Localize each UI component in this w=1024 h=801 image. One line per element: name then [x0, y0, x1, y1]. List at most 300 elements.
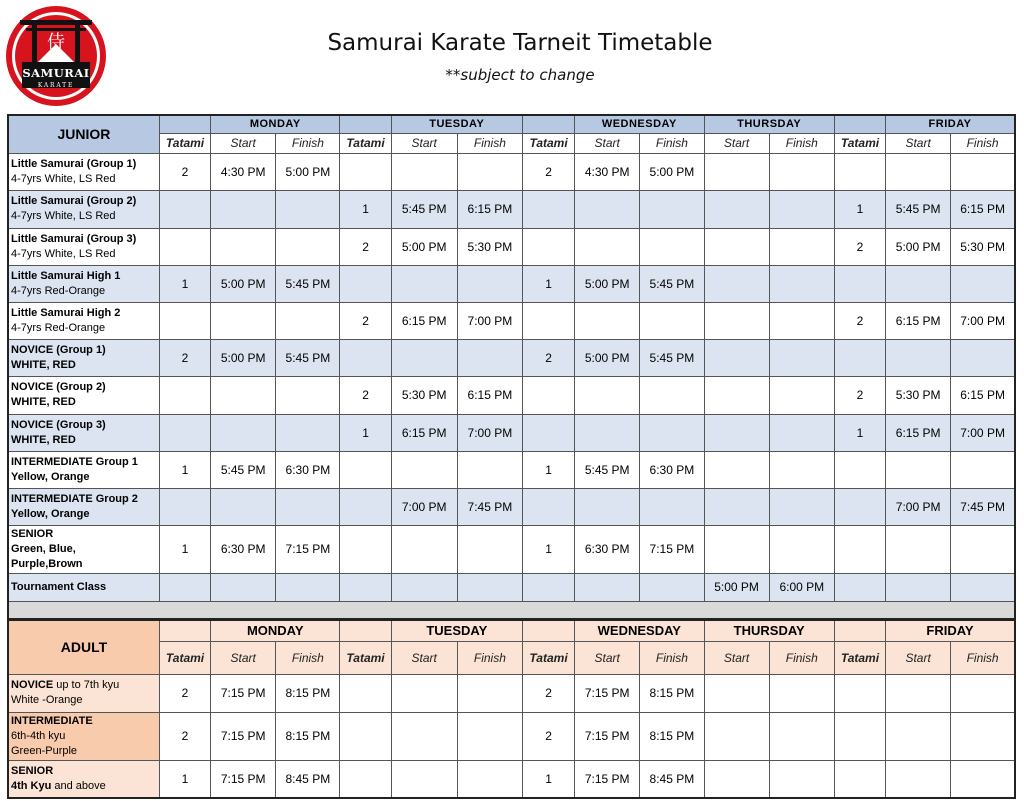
adult-day-wednesday-spacer [522, 620, 574, 641]
thursday-finish-cell [769, 712, 834, 760]
junior-day-friday-spacer [834, 115, 885, 133]
tuesday-tatami-cell [340, 153, 391, 190]
class-grades: 4-7yrs White, LS Red [11, 210, 116, 222]
wednesday-tatami-cell [522, 488, 574, 525]
tuesday-start-cell: 5:00 PM [391, 228, 457, 265]
adult-start-header: Start [211, 641, 276, 674]
tuesday-start-cell [391, 265, 457, 302]
tuesday-start-cell: 6:15 PM [391, 302, 457, 339]
tuesday-finish-cell [457, 573, 522, 601]
junior-timetable [7, 114, 1016, 620]
class-grades: 6th-4th kyu [11, 729, 66, 742]
wednesday-start-cell [575, 573, 640, 601]
wednesday-tatami-cell: 1 [522, 760, 574, 798]
wednesday-start-cell: 5:45 PM [575, 451, 640, 488]
thursday-finish-cell [769, 190, 834, 228]
tuesday-finish-cell [457, 339, 522, 376]
class-label [8, 488, 159, 525]
monday-tatami-cell: 1 [159, 760, 210, 798]
monday-tatami-cell: 2 [159, 153, 210, 190]
wednesday-start-cell [575, 302, 640, 339]
monday-start-cell: 7:15 PM [211, 712, 276, 760]
class-name: INTERMEDIATE Group 2 [11, 492, 138, 505]
tuesday-finish-cell [457, 451, 522, 488]
monday-tatami-cell [159, 376, 210, 414]
tuesday-start-cell [391, 760, 457, 798]
monday-tatami-cell [159, 302, 210, 339]
thursday-start-cell: 5:00 PM [704, 573, 769, 601]
wednesday-start-cell: 7:15 PM [575, 760, 640, 798]
friday-tatami-cell: 1 [834, 414, 885, 451]
thursday-finish-cell [769, 376, 834, 414]
class-grades-cont: Green-Purple [11, 744, 78, 757]
monday-start-cell [211, 573, 276, 601]
class-label [8, 414, 159, 451]
friday-tatami-cell [834, 712, 885, 760]
monday-start-cell [211, 376, 276, 414]
monday-start-cell [211, 302, 276, 339]
class-name-line [11, 678, 159, 693]
monday-start-cell: 5:00 PM [211, 265, 276, 302]
class-grades: Yellow, Orange [11, 470, 90, 483]
class-grades: Yellow, Orange [11, 507, 90, 520]
wednesday-tatami-cell: 1 [522, 451, 574, 488]
monday-finish-cell: 5:45 PM [276, 339, 340, 376]
thursday-start-cell [704, 451, 769, 488]
monday-tatami-cell [159, 488, 210, 525]
friday-start-cell: 5:30 PM [886, 376, 951, 414]
class-grades: Green, Blue, [11, 542, 76, 555]
monday-tatami-cell [159, 228, 210, 265]
thursday-start-cell [704, 525, 769, 573]
class-grades: WHITE, RED [11, 396, 76, 408]
adult-sub-header-row [8, 641, 1015, 674]
tuesday-tatami-cell [340, 760, 391, 798]
adult-start-header: Start [704, 641, 769, 674]
junior-start-header: Start [575, 133, 640, 153]
junior-start-header: Start [391, 133, 457, 153]
class-name: SENIOR [11, 527, 54, 540]
junior-day-wednesday-spacer [522, 115, 574, 133]
friday-start-cell: 5:45 PM [886, 190, 951, 228]
thursday-finish-cell [769, 451, 834, 488]
table-row [8, 190, 1015, 228]
friday-start-cell [886, 573, 951, 601]
friday-start-cell [886, 265, 951, 302]
table-row [8, 228, 1015, 265]
friday-tatami-cell [834, 153, 885, 190]
junior-day-tuesday: TUESDAY [391, 115, 522, 133]
monday-finish-cell: 6:30 PM [276, 451, 340, 488]
thursday-start-cell [704, 674, 769, 712]
tuesday-tatami-cell: 2 [340, 376, 391, 414]
thursday-start-cell [704, 190, 769, 228]
friday-start-cell [886, 339, 951, 376]
junior-tatami-header: Tatami [340, 133, 391, 153]
class-label [8, 760, 159, 798]
wednesday-finish-cell: 5:45 PM [640, 265, 704, 302]
wednesday-tatami-cell [522, 302, 574, 339]
class-name-line [11, 764, 159, 779]
adult-timetable-body [8, 674, 1015, 798]
adult-tatami-header: Tatami [522, 641, 574, 674]
class-label [8, 674, 159, 712]
wednesday-tatami-cell [522, 376, 574, 414]
wednesday-finish-cell: 5:00 PM [640, 153, 704, 190]
junior-day-thursday: THURSDAY [704, 115, 834, 133]
class-name: INTERMEDIATE Group 1 [11, 455, 138, 468]
table-row [8, 153, 1015, 190]
tuesday-tatami-cell: 2 [340, 302, 391, 339]
logo-main-text: SAMURAI [22, 66, 90, 80]
table-row [8, 712, 1015, 760]
junior-day-tuesday-spacer [340, 115, 391, 133]
adult-finish-header: Finish [640, 641, 704, 674]
friday-start-cell [886, 712, 951, 760]
wednesday-finish-cell: 5:45 PM [640, 339, 704, 376]
wednesday-start-cell [575, 414, 640, 451]
junior-finish-header: Finish [640, 133, 704, 153]
class-label [8, 265, 159, 302]
thursday-finish-cell [769, 674, 834, 712]
junior-tatami-header: Tatami [159, 133, 210, 153]
class-name: Little Samurai High 1 [11, 269, 121, 282]
friday-start-cell: 6:15 PM [886, 414, 951, 451]
logo-sub-text: KARATE [37, 82, 75, 89]
monday-tatami-cell [159, 414, 210, 451]
tuesday-tatami-cell: 2 [340, 228, 391, 265]
class-label [8, 339, 159, 376]
class-grades: WHITE, RED [11, 358, 76, 371]
wednesday-start-cell: 6:30 PM [575, 525, 640, 573]
monday-finish-cell [276, 573, 340, 601]
friday-start-cell: 7:00 PM [886, 488, 951, 525]
class-grades: 4-7yrs White, LS Red [11, 172, 116, 185]
class-grades: 4-7yrs Red-Orange [11, 321, 106, 334]
thursday-finish-cell: 6:00 PM [769, 573, 834, 601]
wednesday-start-cell: 5:00 PM [575, 265, 640, 302]
junior-finish-header: Finish [951, 133, 1015, 153]
tuesday-finish-cell [457, 760, 522, 798]
tuesday-finish-cell [457, 674, 522, 712]
friday-start-cell: 5:00 PM [886, 228, 951, 265]
tuesday-finish-cell [457, 153, 522, 190]
junior-section-label: JUNIOR [8, 115, 159, 153]
wednesday-start-cell: 5:00 PM [575, 339, 640, 376]
monday-tatami-cell: 2 [159, 712, 210, 760]
junior-day-monday: MONDAY [211, 115, 340, 133]
thursday-start-cell [704, 265, 769, 302]
monday-tatami-cell [159, 573, 210, 601]
adult-day-header-row [8, 620, 1015, 641]
friday-tatami-cell [834, 573, 885, 601]
tuesday-start-cell: 5:30 PM [391, 376, 457, 414]
friday-finish-cell: 6:15 PM [951, 190, 1015, 228]
wednesday-start-cell: 7:15 PM [575, 674, 640, 712]
table-row [8, 414, 1015, 451]
class-name-line [11, 714, 159, 729]
friday-finish-cell [951, 712, 1015, 760]
monday-start-cell: 5:00 PM [211, 339, 276, 376]
tuesday-finish-cell [457, 712, 522, 760]
wednesday-start-cell [575, 228, 640, 265]
junior-day-header-row [8, 115, 1015, 133]
samurai-kanji-glyph: 侍 [47, 32, 65, 53]
class-grades: 4th Kyu [11, 779, 52, 792]
monday-tatami-cell: 1 [159, 265, 210, 302]
thursday-start-cell [704, 712, 769, 760]
friday-finish-cell [951, 339, 1015, 376]
tuesday-tatami-cell: 1 [340, 414, 391, 451]
monday-start-cell [211, 190, 276, 228]
wednesday-finish-cell: 8:15 PM [640, 712, 704, 760]
monday-finish-cell [276, 228, 340, 265]
junior-sub-header-row [8, 133, 1015, 153]
tuesday-start-cell: 6:15 PM [391, 414, 457, 451]
wednesday-tatami-cell: 1 [522, 525, 574, 573]
monday-start-cell [211, 414, 276, 451]
adult-section-label: ADULT [8, 620, 159, 674]
tuesday-finish-cell: 7:00 PM [457, 302, 522, 339]
thursday-start-cell [704, 376, 769, 414]
table-row [8, 674, 1015, 712]
adult-tatami-header: Tatami [159, 641, 210, 674]
monday-start-cell: 7:15 PM [211, 674, 276, 712]
adult-day-monday-spacer [159, 620, 210, 641]
class-name: Little Samurai High 2 [11, 306, 121, 319]
class-label [8, 451, 159, 488]
junior-day-monday-spacer [159, 115, 210, 133]
monday-finish-cell: 8:15 PM [276, 674, 340, 712]
adult-day-friday-spacer [834, 620, 885, 641]
class-grades-line [11, 693, 159, 708]
class-grades: 4-7yrs White, LS Red [11, 247, 116, 260]
tuesday-tatami-cell [340, 674, 391, 712]
tuesday-tatami-cell [340, 265, 391, 302]
monday-start-cell: 6:30 PM [211, 525, 276, 573]
wednesday-start-cell [575, 190, 640, 228]
wednesday-tatami-cell: 2 [522, 674, 574, 712]
wednesday-start-cell [575, 488, 640, 525]
friday-finish-cell [951, 674, 1015, 712]
thursday-finish-cell [769, 265, 834, 302]
friday-start-cell [886, 674, 951, 712]
logo-text [4, 4, 108, 108]
tuesday-tatami-cell [340, 451, 391, 488]
junior-day-wednesday: WEDNESDAY [575, 115, 704, 133]
class-name: NOVICE (Group 1) [11, 343, 106, 356]
friday-start-cell: 6:15 PM [886, 302, 951, 339]
page-subtitle: **subject to change [445, 66, 595, 84]
junior-start-header: Start [704, 133, 769, 153]
table-row [8, 339, 1015, 376]
section-separator-cell [8, 601, 1015, 619]
section-separator [8, 601, 1015, 619]
adult-finish-header: Finish [769, 641, 834, 674]
friday-finish-cell [951, 451, 1015, 488]
thursday-finish-cell [769, 153, 834, 190]
thursday-finish-cell [769, 228, 834, 265]
tuesday-start-cell [391, 339, 457, 376]
adult-day-tuesday-spacer [340, 620, 391, 641]
junior-day-friday: FRIDAY [886, 115, 1015, 133]
friday-finish-cell [951, 573, 1015, 601]
class-label [8, 228, 159, 265]
class-grades-line [11, 779, 159, 794]
thursday-start-cell [704, 760, 769, 798]
wednesday-finish-cell: 7:15 PM [640, 525, 704, 573]
junior-timetable-body [8, 153, 1015, 601]
class-grades: 4-7yrs Red-Orange [11, 284, 106, 297]
adult-timetable [7, 619, 1016, 799]
monday-tatami-cell: 1 [159, 451, 210, 488]
wednesday-finish-cell [640, 376, 704, 414]
monday-finish-cell: 8:15 PM [276, 712, 340, 760]
thursday-finish-cell [769, 339, 834, 376]
thursday-start-cell [704, 339, 769, 376]
wednesday-tatami-cell [522, 228, 574, 265]
wednesday-finish-cell [640, 228, 704, 265]
friday-tatami-cell [834, 760, 885, 798]
adult-finish-header: Finish [951, 641, 1015, 674]
wednesday-finish-cell: 6:30 PM [640, 451, 704, 488]
table-row [8, 525, 1015, 573]
class-name-suffix: up to 7th kyu [53, 679, 120, 691]
friday-start-cell [886, 451, 951, 488]
friday-tatami-cell [834, 525, 885, 573]
class-name: INTERMEDIATE [11, 714, 93, 727]
wednesday-finish-cell [640, 190, 704, 228]
monday-finish-cell [276, 376, 340, 414]
tuesday-start-cell [391, 153, 457, 190]
monday-start-cell [211, 228, 276, 265]
tuesday-start-cell [391, 674, 457, 712]
class-grades: WHITE, RED [11, 433, 76, 446]
class-grades: White -Orange [11, 694, 83, 706]
class-name: Little Samurai (Group 1) [11, 157, 137, 170]
tuesday-start-cell: 5:45 PM [391, 190, 457, 228]
adult-day-monday: MONDAY [211, 620, 340, 641]
monday-start-cell [211, 488, 276, 525]
wednesday-tatami-cell: 2 [522, 712, 574, 760]
thursday-start-cell [704, 228, 769, 265]
junior-tatami-header: Tatami [522, 133, 574, 153]
wednesday-finish-cell [640, 414, 704, 451]
friday-tatami-cell [834, 339, 885, 376]
class-name: NOVICE [11, 679, 54, 691]
class-name: SENIOR [11, 764, 54, 777]
monday-finish-cell: 5:45 PM [276, 265, 340, 302]
friday-tatami-cell: 2 [834, 376, 885, 414]
monday-finish-cell [276, 488, 340, 525]
class-label [8, 573, 159, 601]
class-name: NOVICE (Group 2) [11, 381, 106, 393]
table-row [8, 573, 1015, 601]
tuesday-start-cell [391, 525, 457, 573]
tuesday-finish-cell: 7:45 PM [457, 488, 522, 525]
thursday-finish-cell [769, 760, 834, 798]
wednesday-tatami-cell: 2 [522, 339, 574, 376]
tuesday-finish-cell [457, 525, 522, 573]
monday-start-cell: 7:15 PM [211, 760, 276, 798]
tuesday-tatami-cell [340, 712, 391, 760]
page-title: Samurai Karate Tarneit Timetable [327, 30, 713, 56]
adult-start-header: Start [886, 641, 951, 674]
tuesday-finish-cell: 6:15 PM [457, 376, 522, 414]
tuesday-finish-cell: 6:15 PM [457, 190, 522, 228]
tuesday-start-cell [391, 573, 457, 601]
friday-tatami-cell [834, 451, 885, 488]
table-row [8, 760, 1015, 798]
thursday-finish-cell [769, 525, 834, 573]
class-label [8, 302, 159, 339]
thursday-start-cell [704, 488, 769, 525]
thursday-start-cell [704, 153, 769, 190]
adult-finish-header: Finish [457, 641, 522, 674]
friday-finish-cell [951, 760, 1015, 798]
class-label [8, 376, 159, 414]
thursday-start-cell [704, 414, 769, 451]
adult-finish-header: Finish [276, 641, 340, 674]
friday-tatami-cell [834, 674, 885, 712]
thursday-start-cell [704, 302, 769, 339]
monday-finish-cell [276, 414, 340, 451]
adult-tatami-header: Tatami [340, 641, 391, 674]
monday-tatami-cell [159, 190, 210, 228]
wednesday-start-cell: 4:30 PM [575, 153, 640, 190]
class-label [8, 153, 159, 190]
wednesday-tatami-cell: 1 [522, 265, 574, 302]
friday-tatami-cell: 2 [834, 302, 885, 339]
junior-start-header: Start [886, 133, 951, 153]
thursday-finish-cell [769, 488, 834, 525]
tuesday-finish-cell: 7:00 PM [457, 414, 522, 451]
friday-finish-cell [951, 525, 1015, 573]
junior-finish-header: Finish [769, 133, 834, 153]
wednesday-tatami-cell [522, 414, 574, 451]
friday-start-cell [886, 153, 951, 190]
monday-start-cell: 4:30 PM [211, 153, 276, 190]
tuesday-tatami-cell [340, 525, 391, 573]
tuesday-tatami-cell [340, 339, 391, 376]
friday-finish-cell: 7:45 PM [951, 488, 1015, 525]
monday-tatami-cell: 2 [159, 674, 210, 712]
adult-start-header: Start [391, 641, 457, 674]
monday-tatami-cell: 1 [159, 525, 210, 573]
wednesday-tatami-cell: 2 [522, 153, 574, 190]
class-grades-cont: Purple,Brown [11, 557, 83, 570]
monday-finish-cell: 5:00 PM [276, 153, 340, 190]
wednesday-finish-cell [640, 302, 704, 339]
friday-start-cell [886, 525, 951, 573]
adult-day-thursday: THURSDAY [704, 620, 834, 641]
monday-tatami-cell: 2 [159, 339, 210, 376]
class-name: Tournament Class [11, 580, 107, 593]
adult-day-tuesday: TUESDAY [391, 620, 522, 641]
friday-tatami-cell: 1 [834, 190, 885, 228]
adult-day-wednesday: WEDNESDAY [575, 620, 704, 641]
wednesday-tatami-cell [522, 190, 574, 228]
wednesday-start-cell: 7:15 PM [575, 712, 640, 760]
thursday-finish-cell [769, 414, 834, 451]
friday-finish-cell: 5:30 PM [951, 228, 1015, 265]
class-label [8, 190, 159, 228]
wednesday-finish-cell [640, 573, 704, 601]
thursday-finish-cell [769, 302, 834, 339]
monday-finish-cell [276, 190, 340, 228]
monday-finish-cell: 7:15 PM [276, 525, 340, 573]
wednesday-finish-cell: 8:15 PM [640, 674, 704, 712]
